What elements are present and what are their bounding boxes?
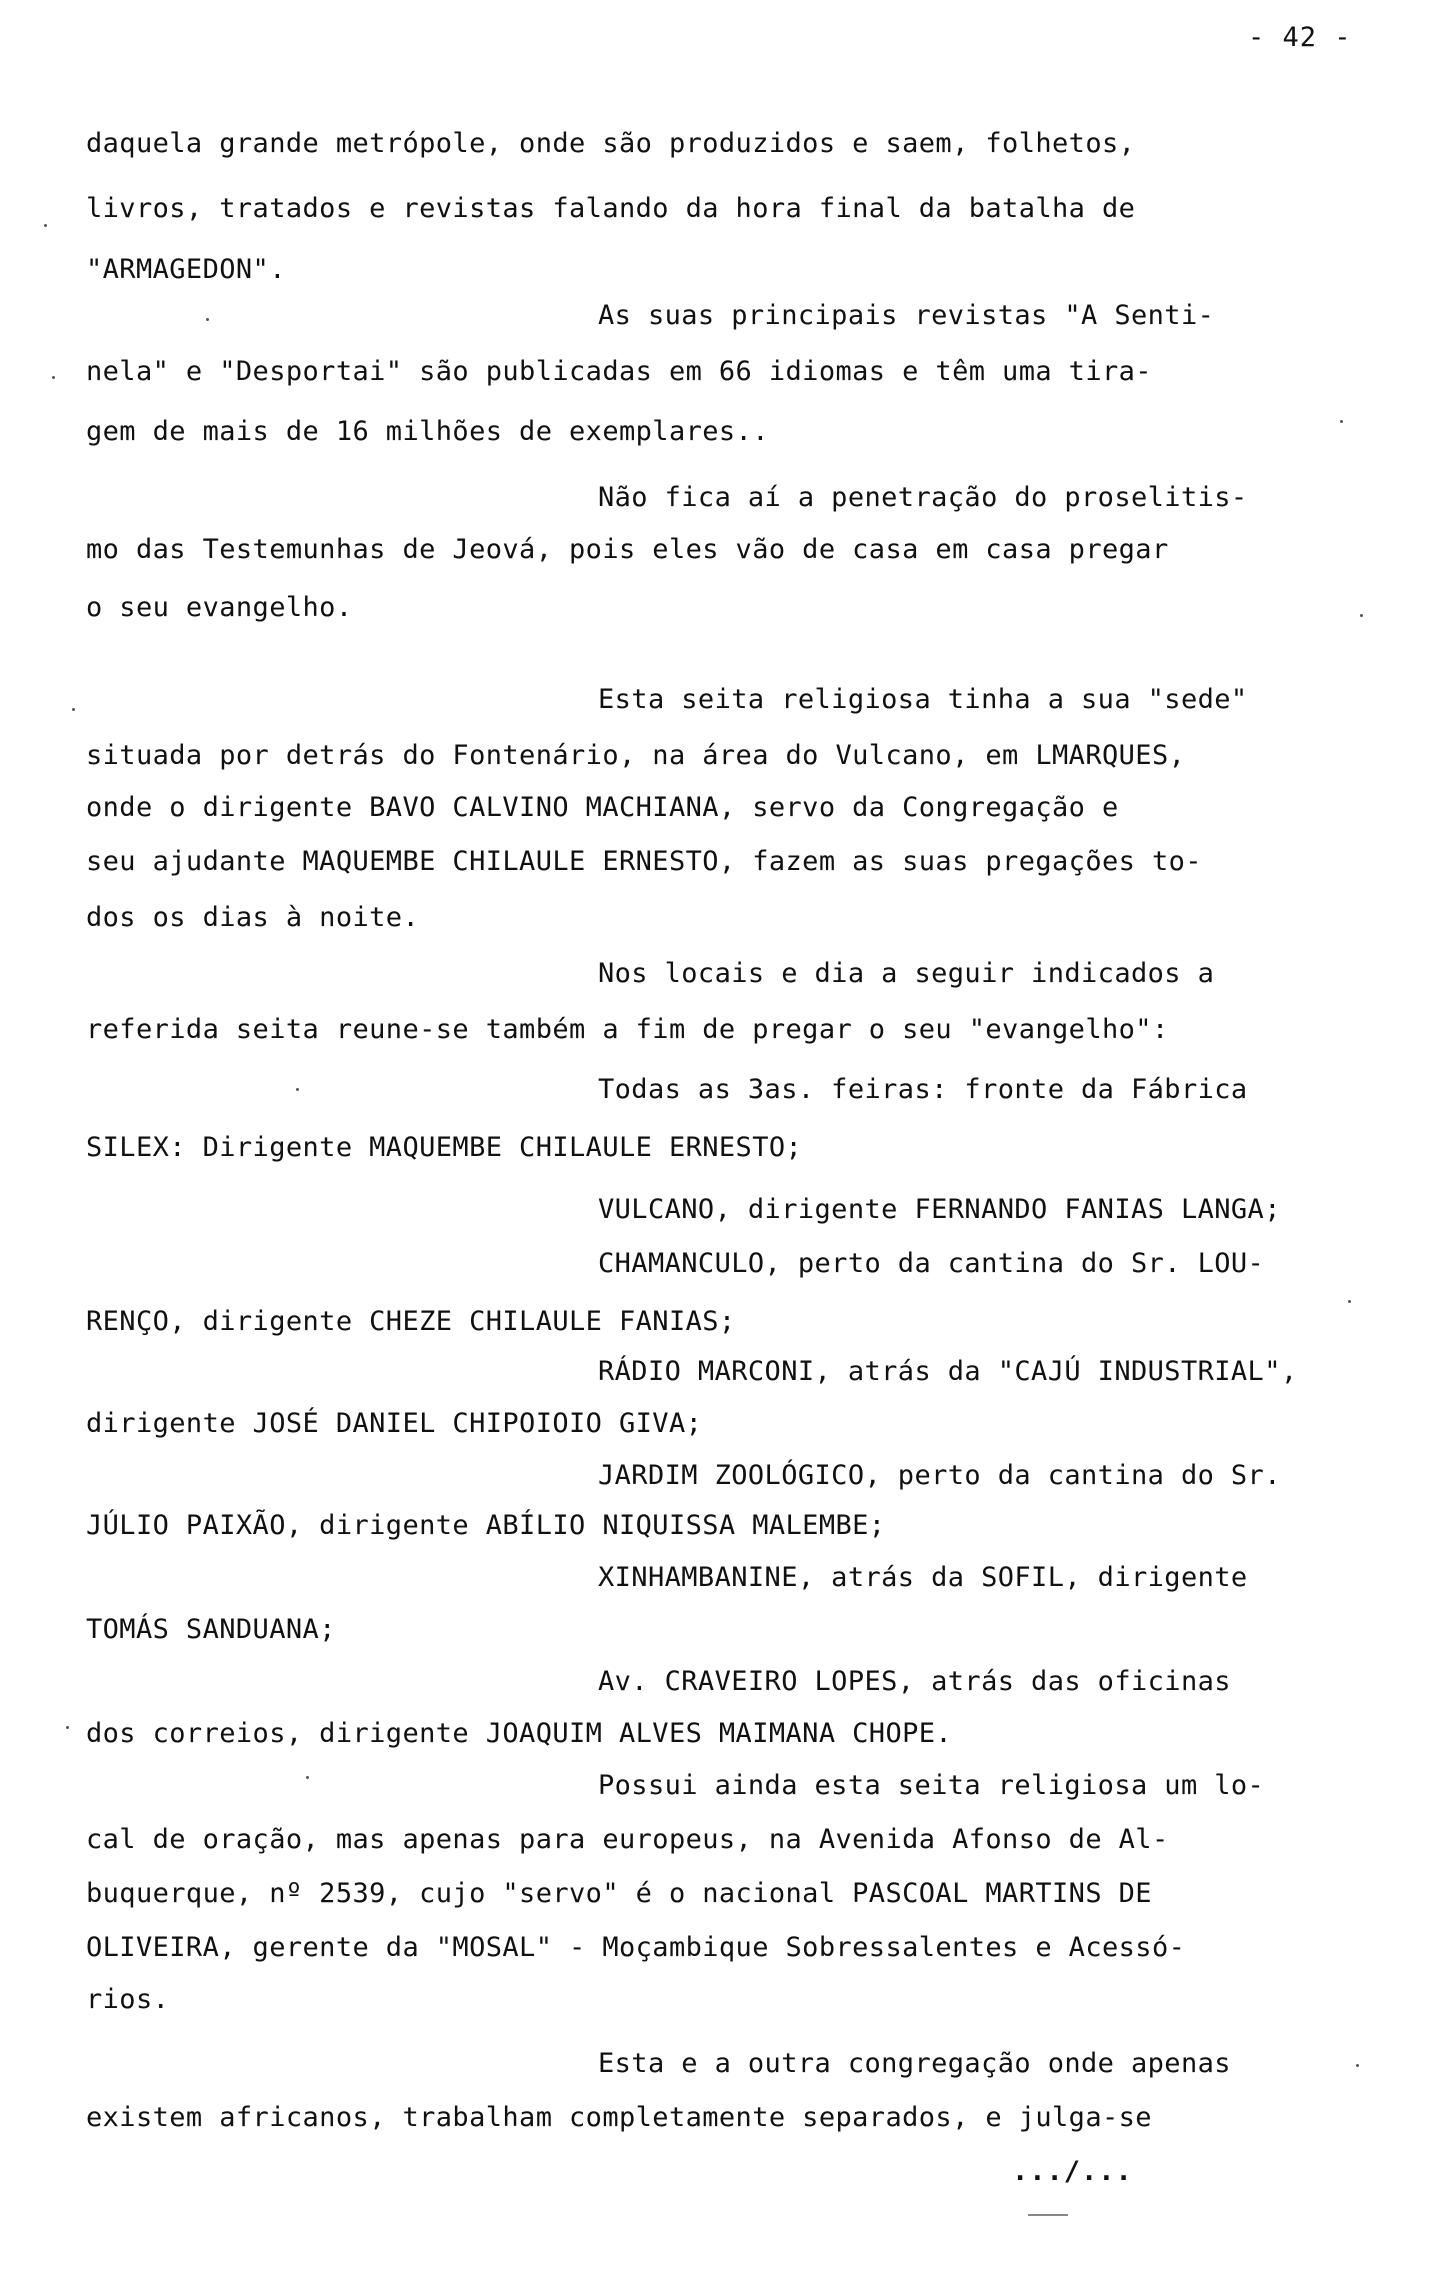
text-line: o seu evangelho. [86,592,353,623]
scan-speck [206,318,209,321]
scan-speck [306,1776,309,1779]
continuation-mark: .../... [1012,2156,1133,2187]
text-line: situada por detrás do Fontenário, na área do Vulcano, em LMARQUES, [86,740,1186,771]
text-line: onde o dirigente BAVO CALVINO MACHIANA, servo da Congregação e [86,792,1119,823]
text-line: daquela grande metrópole, onde são produzidos e saem, folhetos, [86,128,1136,159]
text-line: Possui ainda esta seita religiosa um lo- [598,1770,1265,1801]
text-line: SILEX: Dirigente MAQUEMBE CHILAULE ERNESTO; [86,1132,803,1163]
text-line: livros, tratados e revistas falando da hora final da batalha de [86,193,1136,224]
text-line: RÁDIO MARCONI, atrás da "CAJÚ INDUSTRIAL", [598,1356,1298,1387]
text-line: referida seita reune-se também a fim de pregar o seu "evangelho": [86,1014,1169,1045]
text-line: Nos locais e dia a seguir indicados a [598,958,1215,989]
text-line: nela" e "Desportai" são publicadas em 66 idiomas e têm uma tira- [86,356,1152,387]
scan-speck [72,708,75,711]
text-line: "ARMAGEDON". [86,254,286,285]
text-line: JARDIM ZOOLÓGICO, perto da cantina do Sr. [598,1460,1281,1491]
text-line: Não fica aí a penetração do proselitis- [598,482,1248,513]
text-line: JÚLIO PAIXÃO, dirigente ABÍLIO NIQUISSA MALEMBE; [86,1510,886,1541]
text-line: VULCANO, dirigente FERNANDO FANIAS LANGA; [598,1194,1281,1225]
text-line: RENÇO, dirigente CHEZE CHILAULE FANIAS; [86,1306,736,1337]
scan-speck [1348,1300,1351,1303]
text-line: XINHAMBANINE, atrás da SOFIL, dirigente [598,1562,1248,1593]
text-line: dos os dias à noite. [86,902,420,933]
text-line: CHAMANCULO, perto da cantina do Sr. LOU- [598,1248,1265,1279]
text-line: Esta seita religiosa tinha a sua "sede" [598,684,1248,715]
scan-speck [52,376,55,379]
scan-speck [296,1088,299,1091]
text-line: Esta e a outra congregação onde apenas [598,2048,1231,2079]
scan-speck [1360,614,1363,617]
text-line: Todas as 3as. feiras: fronte da Fábrica [598,1074,1248,1105]
text-line: existem africanos, trabalham completamente separados, e julga-se [86,2102,1152,2133]
scan-speck [44,224,47,227]
scan-mark [1028,2214,1068,2216]
scan-speck [1356,2064,1359,2067]
text-line: cal de oração, mas apenas para europeus, na Avenida Afonso de Al- [86,1824,1169,1855]
text-line: Av. CRAVEIRO LOPES, atrás das oficinas [598,1666,1231,1697]
text-line: buquerque, nº 2539, cujo "servo" é o nacional PASCOAL MARTINS DE [86,1878,1152,1909]
scan-speck [66,1726,69,1729]
text-line: As suas principais revistas "A Senti- [598,300,1215,331]
text-line: gem de mais de 16 milhões de exemplares.. [86,416,769,447]
text-line: seu ajudante MAQUEMBE CHILAULE ERNESTO, fazem as suas pregações to- [86,846,1202,877]
text-line: mo das Testemunhas de Jeová, pois eles vão de casa em casa pregar [86,534,1169,565]
text-line: OLIVEIRA, gerente da "MOSAL" - Moçambique Sobressalentes e Acessó- [86,1932,1186,1963]
text-line: TOMÁS SANDUANA; [86,1614,336,1645]
text-line: dos correios, dirigente JOAQUIM ALVES MAIMANA CHOPE. [86,1718,953,1749]
text-line: rios. [86,1984,170,2015]
page-number: - 42 - [1248,22,1352,53]
scan-speck [1340,420,1343,423]
text-line: dirigente JOSÉ DANIEL CHIPOIOIO GIVA; [86,1408,703,1439]
